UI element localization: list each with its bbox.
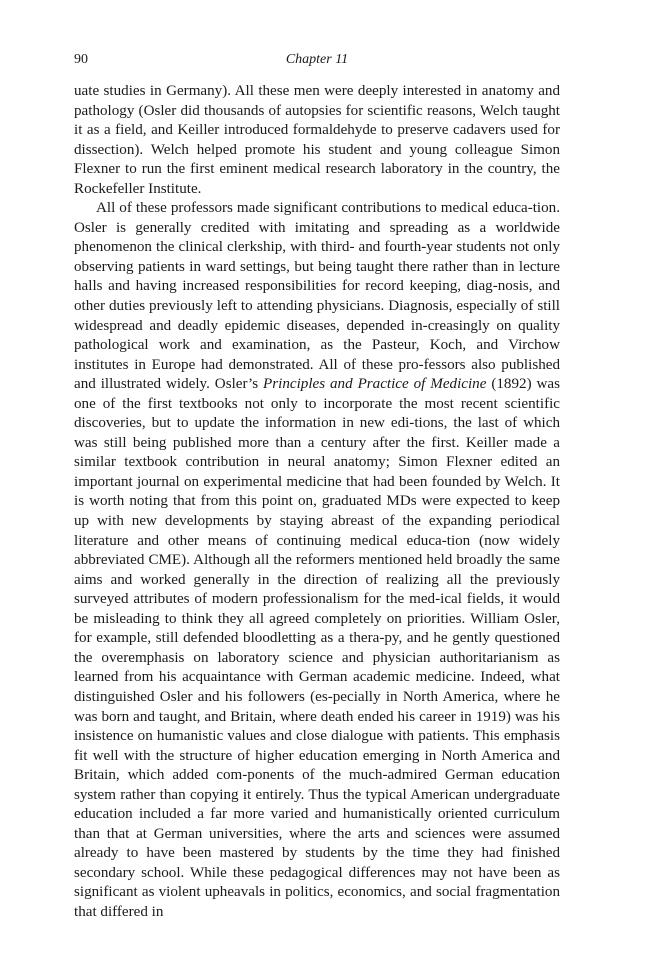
paragraph: uate studies in Germany). All these men were deeply interested in anatomy and pathology (Osler did thousands of autopsies for scientific reasons, Welch taught it as a field, and Keiller introduced formaldehyde to preserve cadavers used for dissection). Welch helped promote his student and young colleague Simon Flexner to run the first eminent medical research laboratory in the country, the Rockefeller Institute.	[74, 83, 560, 197]
running-head: Chapter 11	[285, 52, 349, 67]
paragraph-text: All of these professors made significant contributions to medical educa-tion. Osler is generally credited with imitating and spreading as a worldwide phenomenon the clinical clerkship, with third- and fourth-year students not only observing patients in ward settings, but being taught there rather than in lecture halls and having increased responsibilities for record keeping, diag-nosis, and other duties previously left to attending physicians. Diagnosis, especially of still widespread and deadly epidemic diseases, depended in-creasingly on quality pathological work and examination, as the Pasteur, Koch, and Virchow institutes in Europe had demonstrated. All of these pro-fessors also published and illustrated widely. Osler’s	[74, 200, 560, 393]
paragraph-text: (1892) was one of the first textbooks not only to incorporate the most recent scientific discoveries, but to update the information in new edi-tions, the last of which was still being published more than a century after the first. Keiller made a similar textbook contribution in neural anatomy; Simon Flexner edited an important journal on experimental medicine that had been founded by Welch. It is worth noting that from this point on, graduated MDs were expected to keep up with new developments by staying abreast of the expanding periodical literature and other means of continuing medical educa-tion (now widely abbreviated CME). Although all the reformers mentioned held broadly the same aims and worked generally in the direction of realizing all the previously surveyed attributes of modern professionalism for the med-ical fields, it would be misleading to think they all agreed completely on priorities. William Osler, for example, still defended bloodletting as a thera-py, and he gently questioned the overemphasis on laboratory science and physician authoritarianism as learned from his acquaintance with German academic medicine. Indeed, what distinguished Osler and his followers (es-pecially in North America, where he was born and taught, and Britain, where death ended his career in 1919) was his insistence on humanistic values and close dialogue with patients. This emphasis fit well with the structure of higher education emerging in North America and Britain, which added com-ponents of the much-admired German education system rather than copying it entirely. Thus the typical American undergraduate education included a far more varied and humanistically oriented curriculum than that at German universities, where the arts and sciences were assumed already to have been mastered by students by the time they had finished secondary school. While these pedagogical differences may not have been as significant as violent upheavals in politics, economics, and social fragmentation that differed in	[74, 376, 560, 920]
page-number: 90	[74, 52, 88, 67]
body-text	[74, 82, 560, 923]
book-title: Principles and Practice of Medicine	[263, 376, 487, 393]
paragraph	[74, 199, 560, 922]
page-header	[74, 52, 560, 74]
